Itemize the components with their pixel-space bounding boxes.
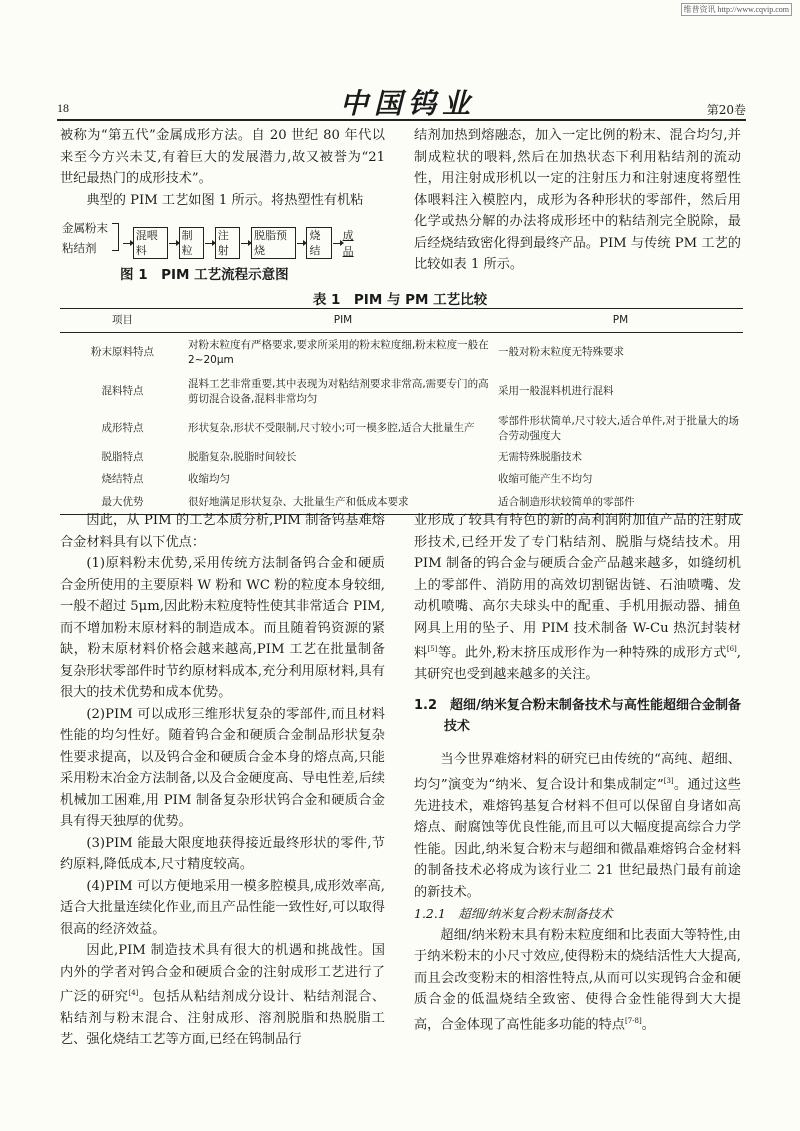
text-span: 超细/纳米粉末具有粉末粒度细和比表面大等特性,由于纳米粉末的小尺寸效应,使得粉末的烧结活性大大提高,而且会改变粉末的相溶性特点,从而可以实现钨合金和硬质合金的低温烧结全致密、使得合金性能得到大大提高，合金体现了高性能多功能的特点 bbox=[414, 927, 741, 1033]
table-row bbox=[60, 411, 743, 447]
table-cell: 采用一般混料机进行混料 bbox=[498, 385, 614, 397]
paragraph: (4)PIM 可以方便地采用一模多腔模具,成形效率高,适合大批量连续化作业,而且产品性能一致性好,可以取得很高的经济效益。 bbox=[60, 878, 385, 937]
paragraph: 被称为“第五代”金属成形方法。自 20 世纪 80 年代以来至今方兴未艾,有着巨大的发展潜力,故又被誉为“21 世纪最热门的成形技术”。 bbox=[60, 128, 385, 186]
arrow-icon bbox=[241, 243, 250, 244]
text-span: 等。此外,粉末挤压成形作为一种特殊的成形方式 bbox=[437, 645, 727, 661]
citation-ref: [6] bbox=[726, 645, 737, 653]
table-cell: 一般对粉末粒度无特殊要求 bbox=[498, 346, 624, 359]
table-header: 项目 bbox=[60, 309, 185, 333]
arrow-icon bbox=[169, 243, 178, 244]
table-cell: 烧结特点 bbox=[101, 473, 144, 485]
figure-caption: 图 1 PIM 工艺流程示意图 bbox=[120, 267, 289, 283]
paragraph: 典型的 PIM 工艺如图 1 所示。将热塑性有机粘 bbox=[86, 192, 364, 208]
subsection-heading: 1.2.1 超细/纳米复合粉末制备技术 bbox=[414, 906, 613, 922]
table-cell: 脱脂特点 bbox=[101, 451, 144, 463]
flow-input: 金属粉末 bbox=[62, 221, 108, 235]
flow-step: 注射 bbox=[215, 227, 240, 259]
section-heading: 1.2 超细/纳米复合粉末制备技术与高性能超细合金制备技术 bbox=[414, 698, 741, 735]
text-span: 。 bbox=[641, 1017, 655, 1033]
table-cell: 对粉末粒度有严格要求,要求所采用的粉末粒度细,粉末粒度一般在 2~20μm bbox=[188, 338, 489, 366]
arrow-icon bbox=[205, 243, 214, 244]
page-number: 18 bbox=[57, 101, 69, 115]
table-cell: 很好地满足形状复杂、大批量生产和低成本要求 bbox=[185, 491, 498, 515]
table-cell: 成形特点 bbox=[101, 422, 144, 434]
text-span: 当今世界难熔材料的研究已由传统的“高纯、超细、均匀”演变为“纳米、复合设计和集成制定” bbox=[414, 752, 741, 793]
paragraph: 结剂加热到熔融态，加入一定比例的粉末、混合均匀,并制成粒状的喂料,然后在加热状态下利用粘结剂的流动性，用注射成形机以一定的注射压力和注射速度将塑性体喂料注入模腔内，成形为各种形状的零部件，然后用化学或热分解的办法将成形坯中的粘结剂完全脱除，最后经烧结致密化得到最终产品。PIM 与传统 PM 工艺的比较如表 1 所示。 bbox=[414, 128, 741, 272]
left-column-body bbox=[60, 510, 385, 1051]
figure-1-flowchart bbox=[62, 218, 362, 260]
paragraph bbox=[60, 940, 385, 1051]
table-header-row bbox=[60, 309, 743, 333]
table-cell: 收缩均匀 bbox=[188, 473, 230, 485]
table-cell: 粉末原料特点 bbox=[91, 346, 154, 359]
arrow-icon bbox=[123, 243, 132, 244]
flow-inputs bbox=[62, 218, 108, 258]
table-cell: 混料特点 bbox=[101, 385, 144, 397]
paragraph bbox=[414, 749, 741, 903]
table-header: PM bbox=[498, 309, 743, 333]
journal-title: 中国钨业 bbox=[340, 87, 477, 120]
arrow-icon bbox=[333, 243, 342, 244]
text-span: 。通过这些先进技术，难熔钨基复合材料不但可以保留自身诸如高熔点、耐腐蚀等优良性能,而且可以大幅度提高综合力学性能。因此,纳米复合粉末与超细和微晶难熔钨合金材料的制备技术必将成为该行业二 21 世纪最热门最有前途的新技术。 bbox=[414, 777, 741, 900]
volume-label: 第20卷 bbox=[706, 103, 746, 117]
citation-ref: [5] bbox=[427, 645, 438, 653]
text-span: 。包括从粘结剂成分设计、粘结剂混合、粘结剂与粉末混合、注射成形、溶剂脱脂和热脱脂工艺、强化烧结工艺等方面,已经在钨制品行 bbox=[60, 989, 386, 1048]
table-cell: 零部件形状简单,尺寸较大,适合单件,对于批量大的场合劳动强度大 bbox=[498, 414, 740, 442]
table-cell: 无需特殊脱脂技术 bbox=[498, 451, 582, 463]
paragraph: 因此，从 PIM 的工艺本质分析,PIM 制备钨基难熔合金材料具有以下优点： bbox=[60, 513, 385, 550]
right-column-body bbox=[414, 510, 741, 1036]
table-cell: 收缩可能产生不均匀 bbox=[498, 473, 593, 485]
paragraph: (2)PIM 可以成形三维形状复杂的零部件,而且材料性能的均匀性好。随着钨合金和硬质合金制品形状复杂性要求提高，以及钨合金和硬质合金本身的熔点高,只能采用粉末冶金方法制备,以及合金硬度高、导电性差,后续机械加工困难,用 PIM 制备复杂形状钨合金和硬质合金具有得天独厚的优势。 bbox=[60, 706, 385, 829]
comparison-table bbox=[60, 308, 743, 515]
text-span: 因此,PIM 制造技术具有很大的机遇和挑战性。国内外的学者对钨合金和硬质合金的注射成形工艺进行了广泛的研究 bbox=[60, 943, 385, 1005]
citation-ref: [7-8] bbox=[625, 1016, 642, 1025]
table-row bbox=[60, 447, 743, 469]
paragraph: (1)原料粉末优势,采用传统方法制备钨合金和硬质合金所使用的主要原料 W 粉和 WC 粉的粒度本身较细,一般不超过 5μm,因此粉末粒度特性使其非常适合 PIM,而不增加粉末原材料的制造成本。而且随着钨资源的紧缺，粉末原材料价格会越来越高,PIM 工艺在批量制备复杂形状零部件时节约原材料成本,充分利用原材料,具有很大的技术优势和成本优势。 bbox=[60, 556, 385, 700]
right-column-top bbox=[414, 125, 741, 276]
table-caption: 表 1 PIM 与 PM 工艺比较 bbox=[312, 292, 488, 308]
table-header: PIM bbox=[185, 309, 498, 333]
paragraph bbox=[414, 510, 741, 685]
table-cell: 混料工艺非常重要,其中表现为对粘结剂要求非常高,需要专门的高剪切混合设备,混料非常均匀 bbox=[188, 377, 489, 405]
flow-step: 制粒 bbox=[179, 227, 204, 259]
arrow-icon bbox=[297, 243, 306, 244]
paragraph: (3)PIM 能最大限度地获得接近最终形状的零件,节约原料,降低成本,尺寸精度较高。 bbox=[60, 835, 385, 872]
flow-bracket bbox=[112, 223, 119, 251]
header-rule bbox=[57, 119, 746, 121]
paragraph bbox=[414, 925, 741, 1036]
flow-step: 脱脂预烧 bbox=[251, 227, 296, 259]
citation-ref: [4] bbox=[128, 989, 139, 997]
flow-step: 混喂料 bbox=[133, 227, 168, 259]
table-cell: 适合制造形状较简单的零部件 bbox=[498, 491, 743, 515]
table-row bbox=[60, 469, 743, 491]
table-row bbox=[60, 333, 743, 373]
table-cell: 形状复杂,形状不受限制,尺寸较小;可一模多腔,适合大批量生产 bbox=[188, 422, 475, 434]
flow-step: 烧结 bbox=[306, 227, 331, 259]
citation-ref: [3] bbox=[663, 776, 674, 785]
flow-chain bbox=[122, 227, 362, 259]
table-cell: 脱脂复杂,脱脂时间较长 bbox=[188, 451, 297, 463]
flow-product: 成品 bbox=[342, 229, 354, 258]
table-cell: 最大优势 bbox=[60, 491, 185, 515]
left-column-top bbox=[60, 125, 385, 211]
flow-input: 粘结剂 bbox=[62, 241, 97, 255]
table-row bbox=[60, 373, 743, 411]
text-span: 业形成了较具有特色的新的高利润附加值产品的注射成形技术,已经开发了专门粘结剂、脱脂与烧结技术。用 PIM 制备的钨合金与硬质合金产品越来越多，如缝纫机上的零部件、消防用的高效切割锯齿链、石油喷嘴、发动机喷嘴、高尔夫球头中的配重、手机用振动器、捕鱼网具上用的坠子、用 PIM 技术制备 W-Cu 热沉封装材料 bbox=[414, 513, 741, 661]
watermark-link[interactable]: 维普资讯 http://www.cqvip.com bbox=[681, 3, 792, 16]
text-span: ,其研究也受到越来越多的关注。 bbox=[414, 645, 741, 682]
